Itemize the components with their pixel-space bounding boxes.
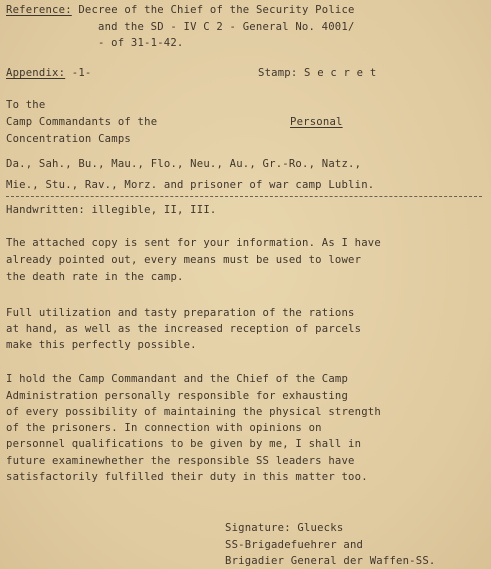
body-p3-line-7: satisfactorily fulfilled their duty in this matter too. (6, 471, 368, 483)
reference-line-3: - of 31-1-42. (98, 37, 184, 49)
body-p1-line-1: The attached copy is sent for your information. As I have (6, 237, 381, 249)
personal-label: Personal (290, 116, 343, 128)
body-p3-line-2: Administration personally responsible for exhausting (6, 390, 349, 402)
body-p3-line-3: of every possibility of maintaining the physical strength (6, 406, 381, 418)
body-p1-line-2: already pointed out, every means must be used to lower (6, 254, 362, 266)
body-p3-line-1: I hold the Camp Commandant and the Chief of the Camp (6, 373, 349, 385)
distribution-line-2: Mie., Stu., Rav., Morz. and prisoner of war camp Lublin. (6, 179, 375, 191)
body-p3-line-5: personnel qualifications to be given by me, I shall in (6, 438, 362, 450)
signature-line-2: SS-Brigadefuehrer and (225, 539, 364, 551)
reference-label: Reference: (6, 4, 72, 16)
appendix-line (6, 66, 92, 80)
reference-line-1 (6, 3, 355, 17)
body-p2-line-3: make this perfectly possible. (6, 339, 197, 351)
body-p3-line-6: future examinewhether the responsible SS leaders have (6, 455, 355, 467)
reference-text-1: Decree of the Chief of the Security Police (71, 4, 355, 16)
body-p2-line-2: at hand, as well as the increased reception of parcels (6, 323, 362, 335)
stamp-text: Stamp: S e c r e t (258, 67, 377, 79)
body-p1-line-3: the death rate in the camp. (6, 271, 184, 283)
addressee-line-3: Concentration Camps (6, 133, 131, 145)
appendix-label: Appendix: (6, 67, 66, 79)
body-p3-line-4: of the prisoners. In connection with opinions on (6, 422, 322, 434)
reference-line-2: and the SD - IV C 2 - General No. 4001/ (98, 21, 355, 33)
handwritten-note: Handwritten: illegible, II, III. (6, 204, 217, 216)
addressee-line-2: Camp Commandants of the (6, 116, 158, 128)
body-p2-line-1: Full utilization and tasty preparation of the rations (6, 307, 355, 319)
signature-line-3: Brigadier General der Waffen-SS. (225, 555, 436, 567)
distribution-line-1: Da., Sah., Bu., Mau., Flo., Neu., Au., Gr.-Ro., Natz., (6, 158, 362, 170)
appendix-value: -1- (65, 67, 92, 79)
addressee-line-1: To the (6, 99, 46, 111)
distribution-rule (6, 196, 482, 197)
signature-line-1: Signature: Gluecks (225, 522, 344, 534)
